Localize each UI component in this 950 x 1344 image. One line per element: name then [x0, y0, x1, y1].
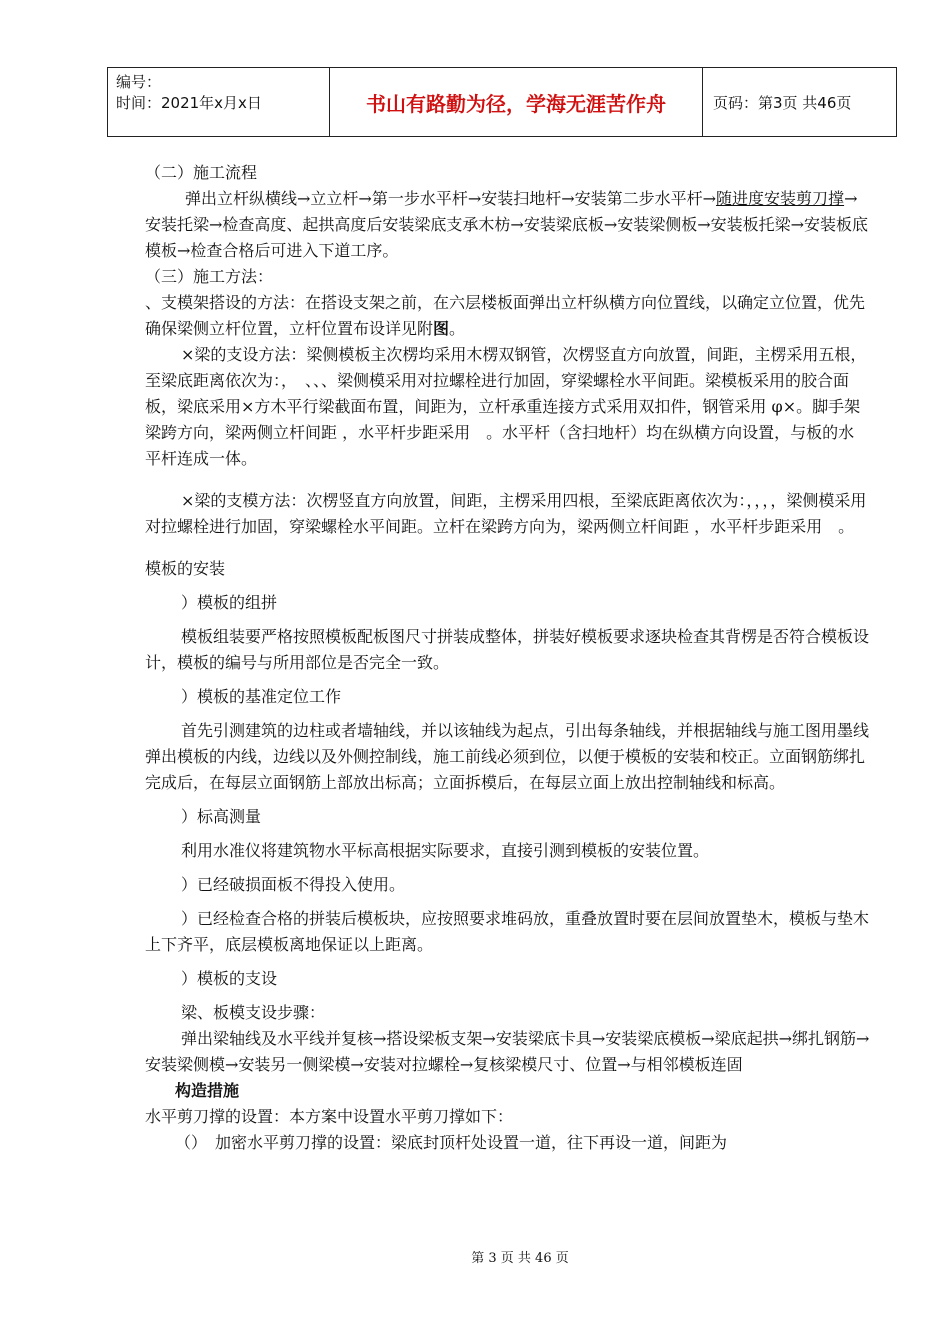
method-1-text: 、支模架搭设的方法：在搭设支架之前，在六层楼板面弹出立杆纵横方向位置线，以确定立位置，优先确保梁侧立杆位置，立杆位置布设详见附: [145, 293, 866, 338]
header-table: [107, 67, 897, 137]
measures-item: （） 加密水平剪刀撑的设置：梁底封顶杆处设置一道，往下再设一道，间距为: [175, 1133, 728, 1152]
spacer: [145, 676, 870, 684]
section-3-title: （三）施工方法：: [145, 267, 274, 286]
footer-page-number: 第 3 页 共 46 页: [471, 1251, 569, 1266]
beam-method-2: ×梁的支模方法：次楞竖直方向放置，间距，主楞采用四根，至梁底距离依次为：，，，，梁侧模采用对拉螺栓进行加固，穿梁螺栓水平间距。立杆在梁跨方向为，梁两侧立杆间距 ，水平杆步距采用 。: [145, 491, 867, 536]
flow-rest: →安装托梁→检查高度、起拱高度后安装梁底支承木枋→安装梁底板→安装梁侧板→安装板托梁→安装板底模板→检查合格后可进入下道工序。: [145, 189, 869, 260]
section-2-flow: [145, 186, 870, 264]
install-h1: ）模板的组拼: [181, 593, 278, 612]
spacer: [145, 898, 870, 906]
install-h4: ）已经破损面板不得投入使用。: [181, 875, 406, 894]
flow-line-1: 弹出立杆纵横线→立立杆→第一步水平杆→安装扫地杆→安装第二步水平杆→: [185, 189, 717, 208]
install-p6a: 梁、板模支设步骤：: [181, 1003, 326, 1022]
page-footer: [0, 1247, 950, 1266]
spacer: [145, 864, 870, 872]
flow-underlined: 随进度安装剪刀撑: [716, 189, 845, 208]
spacer: [145, 992, 870, 1000]
spacer: [145, 710, 870, 718]
spacer: [145, 616, 870, 624]
install-h3: ）标高测量: [181, 807, 262, 826]
measures-title: 构造措施: [175, 1081, 240, 1100]
method-1-end: 。: [449, 319, 466, 338]
install-p6b: 弹出梁轴线及水平线并复核→搭设梁板支架→安装梁底卡具→安装梁底模板→梁底起拱→绑扎钢筋→安装梁侧模→安装另一侧梁模→安装对拉螺栓→复核梁模尺寸、位置→与相邻模板连固: [145, 1029, 870, 1074]
section-2-title: （二）施工流程: [145, 163, 258, 182]
spacer: [145, 796, 870, 804]
spacer: [145, 582, 870, 590]
install-h6: ）模板的支设: [181, 969, 278, 988]
install-h5: ）已经检查合格的拼装后模板块，应按照要求堆码放，重叠放置时要在层间放置垫木，模板与垫木上下齐平，底层模板离地保证以上距离。: [145, 909, 870, 954]
header-motto: 书山有路勤为径，学海无涯苦作舟: [330, 68, 703, 136]
header-page-label: 页码：第3页 共46页: [713, 93, 852, 112]
install-h2: ）模板的基准定位工作: [181, 687, 342, 706]
document-body: [145, 160, 870, 1156]
method-1: [145, 290, 870, 342]
spacer: [145, 472, 870, 488]
install-p2: 首先引测建筑的边柱或者墙轴线，并以该轴线为起点，引出每条轴线，并根据轴线与施工图用墨线弹出模板的内线，边线以及外侧控制线，施工前线必须到位，以便于模板的安装和校正。立面钢筋绑扎完成后，在每层立面钢筋上部放出标高；立面拆模后，在每层立面上放出控制轴线和标高。: [145, 721, 870, 792]
beam-method-1: ×梁的支设方法：梁侧模板主次楞均采用木楞双钢管，次楞竖直方向放置，间距，主楞采用五根，至梁底距离依次为：， 、、、梁侧模采用对拉螺栓进行加固，穿梁螺栓水平间距。梁模板采用的胶合面板，梁底采用×方木平行梁截面布置，间距为，立杆承重连接方式采用双扣件，钢管采用 φ×。脚手架梁跨方向，梁两侧立杆间距 ，水平杆步距采用 。水平杆（含扫地杆）均在纵横方向设置，与板的水平杆连成一体。: [145, 345, 867, 468]
spacer: [145, 830, 870, 838]
install-title: 模板的安装: [145, 559, 226, 578]
spacer: [145, 540, 870, 556]
number-label: 编号：: [116, 73, 162, 91]
header-meta-cell: [108, 68, 330, 136]
measures-line: 水平剪刀撑的设置：本方案中设置水平剪刀撑如下：: [145, 1107, 514, 1126]
spacer: [145, 958, 870, 966]
install-p3: 利用水准仪将建筑物水平标高根据实际要求，直接引测到模板的安装位置。: [181, 841, 710, 860]
install-p1: 模板组装要严格按照模板配板图尺寸拼装成整体，拼装好模板要求逐块检查其背楞是否符合模板设计，模板的编号与所用部位是否完全一致。: [145, 627, 870, 672]
method-1-bold: 图: [433, 319, 450, 338]
time-label: 时间：2021年x月x日: [116, 94, 262, 112]
